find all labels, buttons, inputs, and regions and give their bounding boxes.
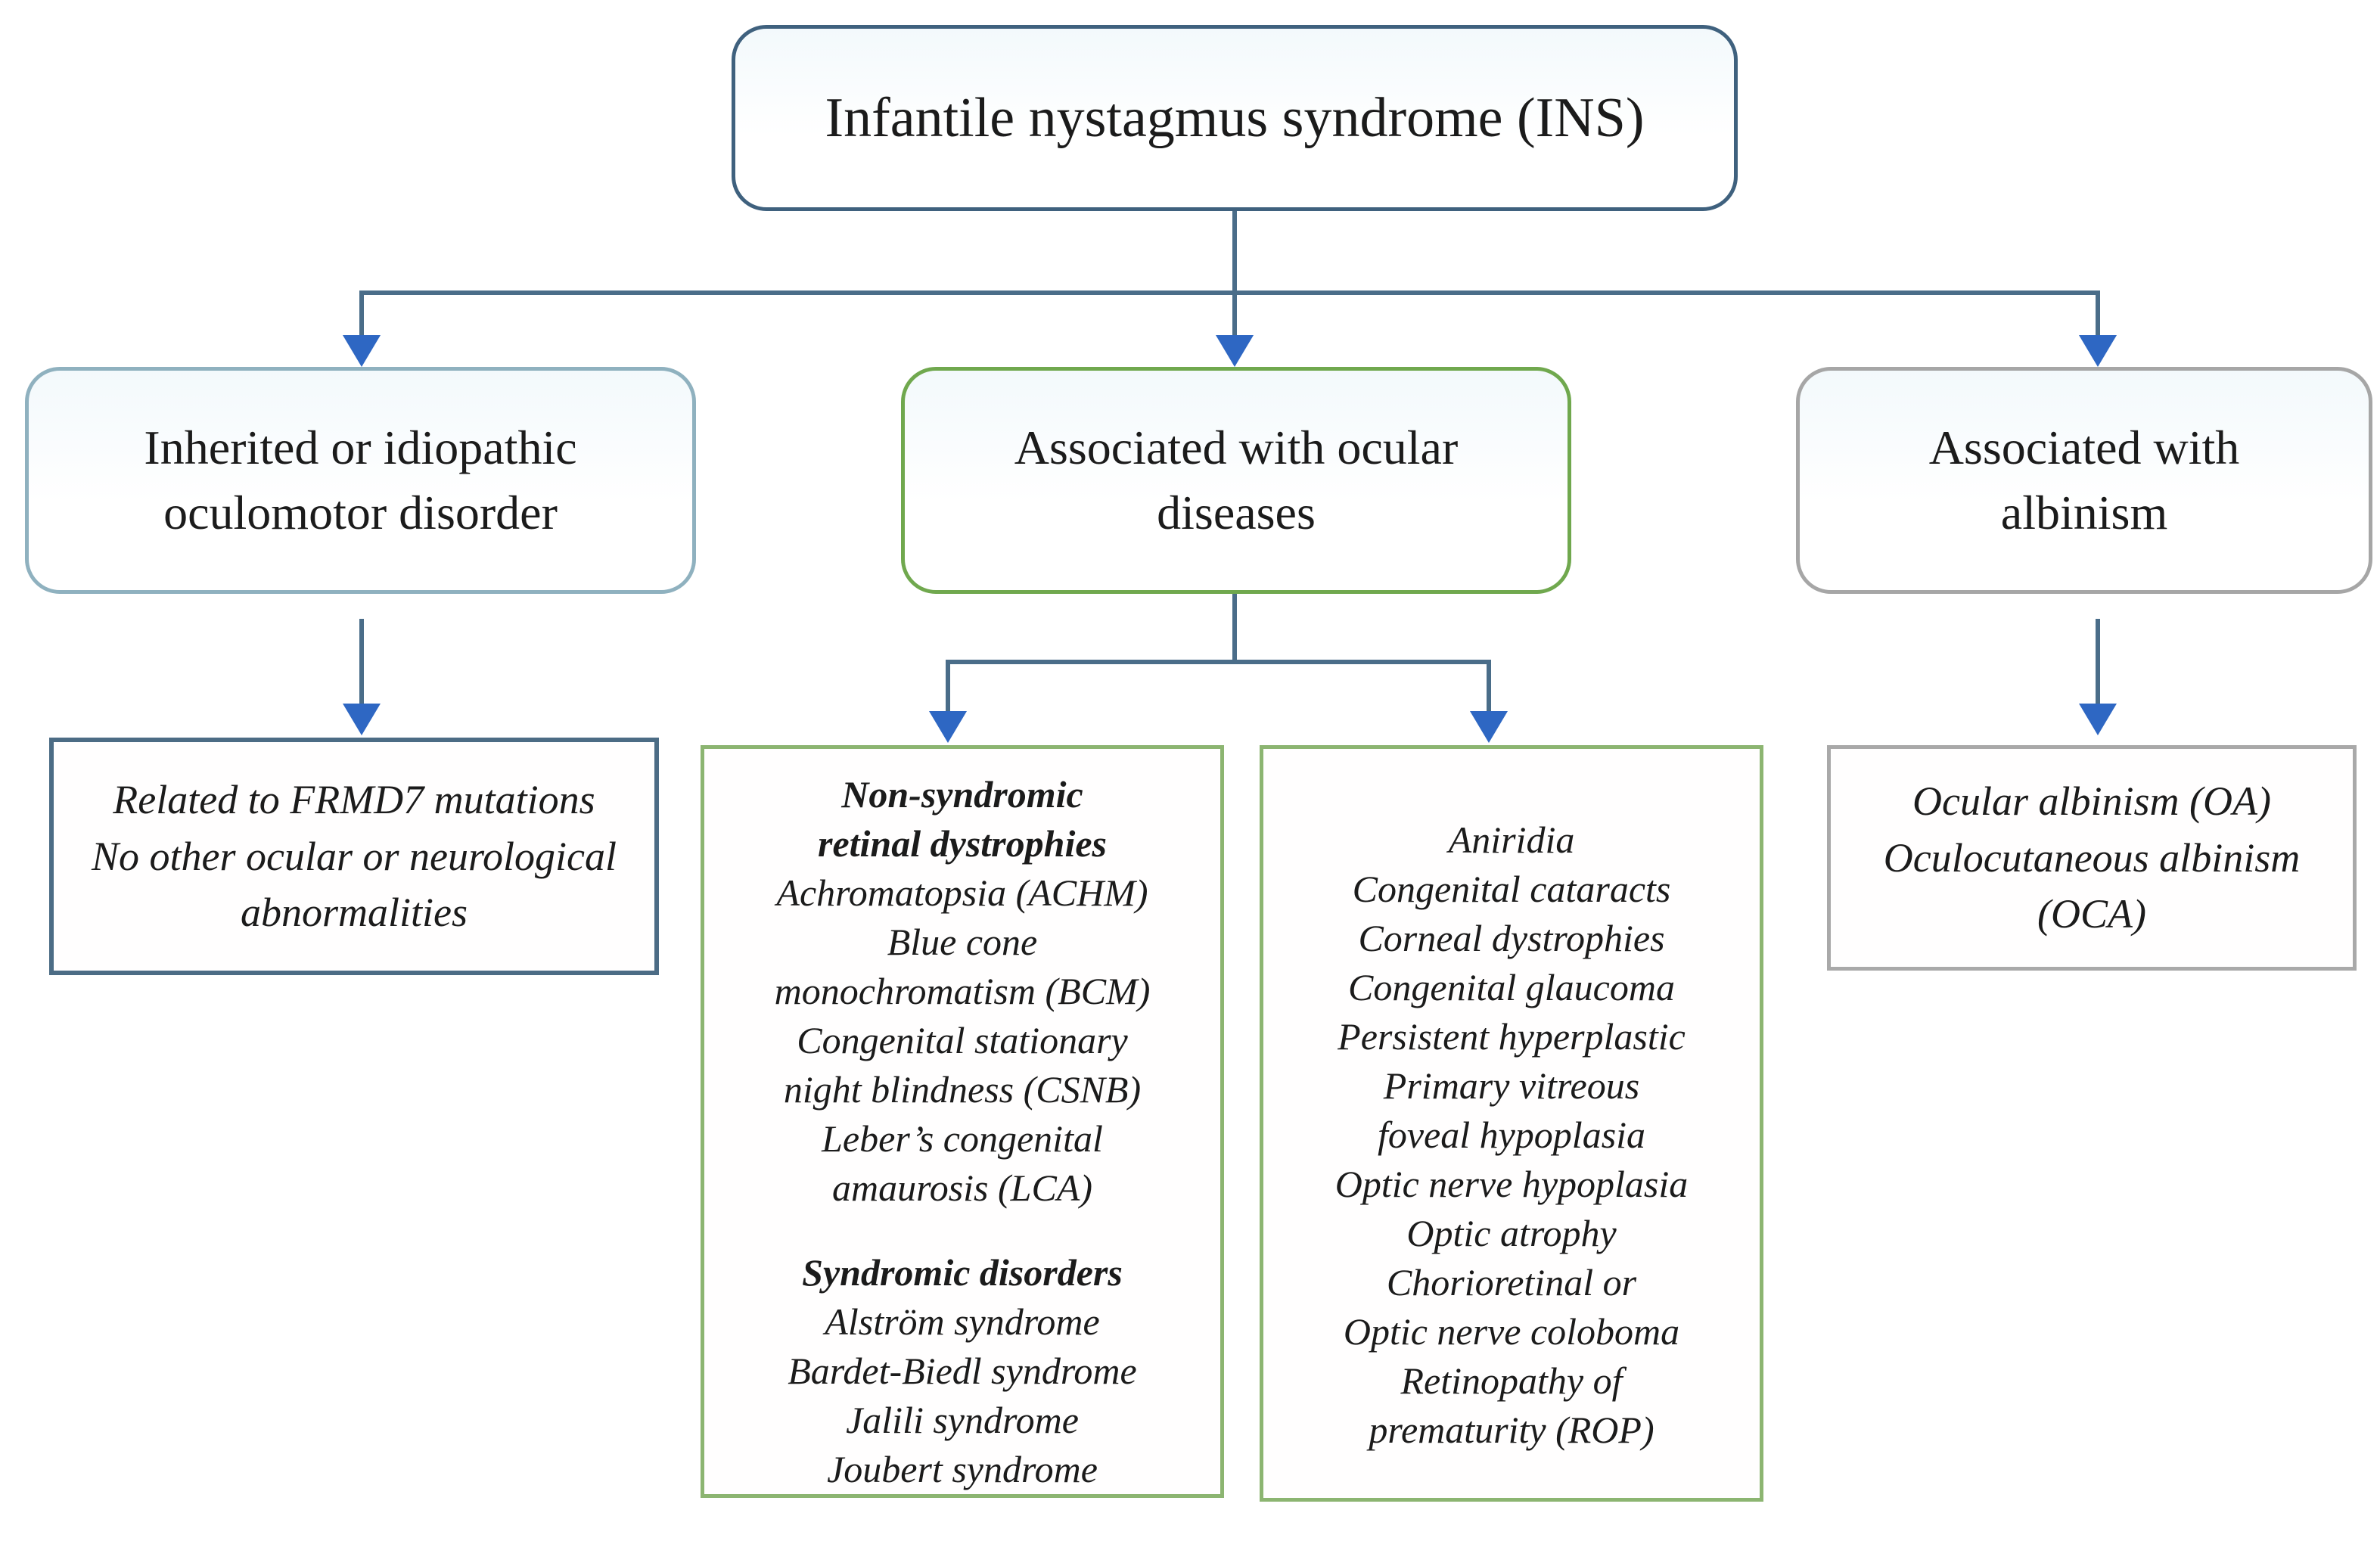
detail-heading-line: retinal dystrophies <box>818 822 1107 865</box>
detail-line: Optic nerve hypoplasia <box>1334 1163 1689 1205</box>
detail-line: foveal hypoplasia <box>1377 1114 1646 1156</box>
connector-albinism-down <box>2096 619 2100 705</box>
detail-line: Aniridia <box>1448 819 1575 861</box>
arrow-down-icon <box>343 704 381 735</box>
detail-box-frmd7 <box>49 738 659 975</box>
detail-line: Related to FRMD7 mutations <box>113 777 595 823</box>
category-label-line: oculomotor disorder <box>163 486 558 539</box>
detail-line: Bardet-Biedl syndrome <box>788 1350 1137 1392</box>
detail-line: Congenital glaucoma <box>1348 966 1675 1008</box>
connector-branch-horizontal <box>359 290 2100 295</box>
detail-line: Primary vitreous <box>1383 1064 1640 1107</box>
detail-line: Leber’s congenital <box>822 1117 1103 1160</box>
detail-line: night blindness (CSNB) <box>783 1068 1142 1111</box>
category-node-inherited <box>25 367 696 594</box>
detail-line: monochromatism (BCM) <box>774 970 1151 1012</box>
connector-drop-right <box>2096 290 2100 337</box>
root-node-label: Infantile nystagmus syndrome (INS) <box>825 86 1645 149</box>
detail-line: Blue cone <box>887 921 1038 963</box>
detail-line: abnormalities <box>240 890 468 936</box>
root-node-ins <box>732 25 1738 211</box>
category-label-line: Inherited or idiopathic <box>144 421 577 475</box>
detail-line: Optic atrophy <box>1406 1212 1617 1254</box>
connector-ocular-drop-left <box>946 660 950 713</box>
detail-line: (OCA) <box>2037 891 2146 937</box>
category-label-line: Associated with ocular <box>1014 421 1459 475</box>
detail-line: Optic nerve coloboma <box>1343 1310 1680 1353</box>
detail-line: Achromatopsia (ACHM) <box>776 871 1148 914</box>
detail-line: Joubert syndrome <box>827 1448 1098 1490</box>
category-node-albinism <box>1796 367 2372 594</box>
detail-line: No other ocular or neurological <box>92 833 617 879</box>
detail-heading-line: Syndromic disorders <box>802 1251 1123 1294</box>
detail-line: prematurity (ROP) <box>1369 1409 1655 1451</box>
arrow-down-icon <box>1470 711 1508 743</box>
detail-heading-line: Non-syndromic <box>841 773 1083 816</box>
detail-line: Retinopathy of <box>1400 1359 1623 1402</box>
arrow-down-icon <box>929 711 967 743</box>
connector-ocular-horizontal <box>946 660 1491 664</box>
connector-ocular-drop-right <box>1487 660 1491 713</box>
category-label-line: diseases <box>1157 486 1316 539</box>
connector-inherited-down <box>359 619 364 705</box>
detail-line: Ocular albinism (OA) <box>1912 778 2271 825</box>
connector-drop-left <box>359 290 364 337</box>
arrow-down-icon <box>1216 335 1254 367</box>
arrow-down-icon <box>343 335 381 367</box>
detail-box-albinism <box>1827 745 2357 971</box>
detail-box-ocular-diseases <box>1260 745 1763 1502</box>
detail-line: Jalili syndrome <box>846 1399 1079 1441</box>
detail-box-retinal-dystrophies <box>701 745 1224 1498</box>
detail-line: Chorioretinal or <box>1386 1261 1637 1303</box>
detail-line: Congenital stationary <box>797 1019 1128 1061</box>
detail-line: Corneal dystrophies <box>1358 917 1665 959</box>
detail-line: Oculocutaneous albinism <box>1883 834 2301 881</box>
category-node-ocular-diseases <box>901 367 1571 594</box>
detail-line: Alström syndrome <box>825 1300 1100 1343</box>
arrow-down-icon <box>2079 335 2117 367</box>
detail-line: Congenital cataracts <box>1352 868 1671 910</box>
category-label-line: Associated with <box>1928 421 2240 475</box>
connector-root-vertical <box>1232 211 1237 337</box>
detail-line: amaurosis (LCA) <box>831 1167 1093 1209</box>
category-label-line: albinism <box>2000 486 2168 539</box>
detail-line: Persistent hyperplastic <box>1338 1015 1686 1058</box>
connector-ocular-vertical <box>1232 594 1237 662</box>
arrow-down-icon <box>2079 704 2117 735</box>
